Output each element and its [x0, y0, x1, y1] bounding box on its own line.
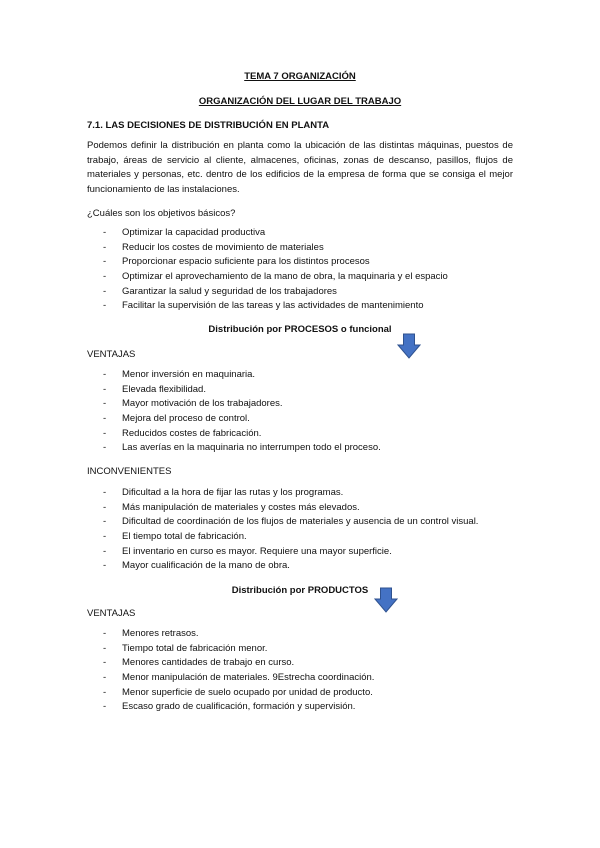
product-section-heading: Distribución por PRODUCTOS [231, 585, 369, 596]
document-page: TEMA 7 ORGANIZACIÓN ORGANIZACIÓN DEL LUGAR DEL TRABAJO 7.1. LAS DECISIONES DE DISTRIBUCIÓN EN PLANTA Podemos definir la distribución en planta como la ubicación de las distintas máquinas, puestos de trabajo, áreas de servicio al cliente, almacenes, oficinas, zonas de descanso, pasillos, flujos de materiales y personas, etc. dentro de los edificios de la empresa de forma que se consiga el mejor funcionamiento de las instalaciones. ¿Cuáles son los objetivos básicos? - Optimizar la capacidad productiva - Reducir los costes de movimiento de materiales - Proporcionar espacio suficiente para los distintos procesos - Optimizar el aprovechamiento de la mano de obra, la maquinaria y el espacio - Garantizar la salud y seguridad de los trabajadores - Facilitar la supervisión de las tareas y las actividades de mantenimiento Distribución por PROCESOS o funcional VENTAJAS - Menor inversión en maquinaria. - Elevada flexibilidad. - Mayor motivación de los trabajadores. - Mejora del proceso de control. - Reducidos costes de fabricación. - Las averías en la maquinaria no interrumpen todo el proceso. INCONVENIENTES - Dificultad a la hora de fijar las rutas y los programas. - Más manipulación de materiales y costes más elevados. - Dificultad de coordinación de los flujos de materiales y ausencia de un control visual. - El tiempo total de fabricación. - El inventario en curso es mayor. Requiere una mayor superficie. - Mayor cualificación de la mano de obra. Distribución por PRODUCTOS VENTAJAS - Menores retrasos. - Tiempo total de fabricación menor. - Menores cantidades de trabajo en curso. - Menor manipulación de materiales. 9Estrecha coordinación. - Menor superficie de suelo ocupado por unidad de producto. - Escaso grado de cualificación, formación y supervisión. [0, 0, 600, 848]
process-disadvantages-label: INCONVENIENTES [87, 466, 172, 477]
document-subtitle: ORGANIZACIÓN DEL LUGAR DEL TRABAJO [198, 96, 402, 107]
arrow-down-shape [375, 588, 397, 612]
process-section-heading: Distribución por PROCESOS o funcional [208, 324, 392, 335]
section-heading: 7.1. LAS DECISIONES DE DISTRIBUCIÓN EN PLANTA [87, 120, 330, 131]
document-title: TEMA 7 ORGANIZACIÓN [244, 71, 356, 82]
process-advantages-label: VENTAJAS [87, 349, 136, 360]
product-advantages-label: VENTAJAS [87, 608, 136, 619]
arrow-down-icon [397, 333, 421, 359]
arrow-down-shape [398, 334, 420, 358]
arrow-down-icon [374, 587, 398, 613]
intro-paragraph: Podemos definir la distribución en planta como la ubicación de las distintas máquinas, puestos de trabajo, áreas de servicio al cliente, almacenes, oficinas, zonas de descanso, pasillos, flujos de materiales y personas, etc. dentro de los edificios de la empresa de forma que se consiga el mejor funcionamiento de las instalaciones. [87, 140, 513, 196]
objectives-question: ¿Cuáles son los objetivos básicos? [87, 208, 236, 219]
